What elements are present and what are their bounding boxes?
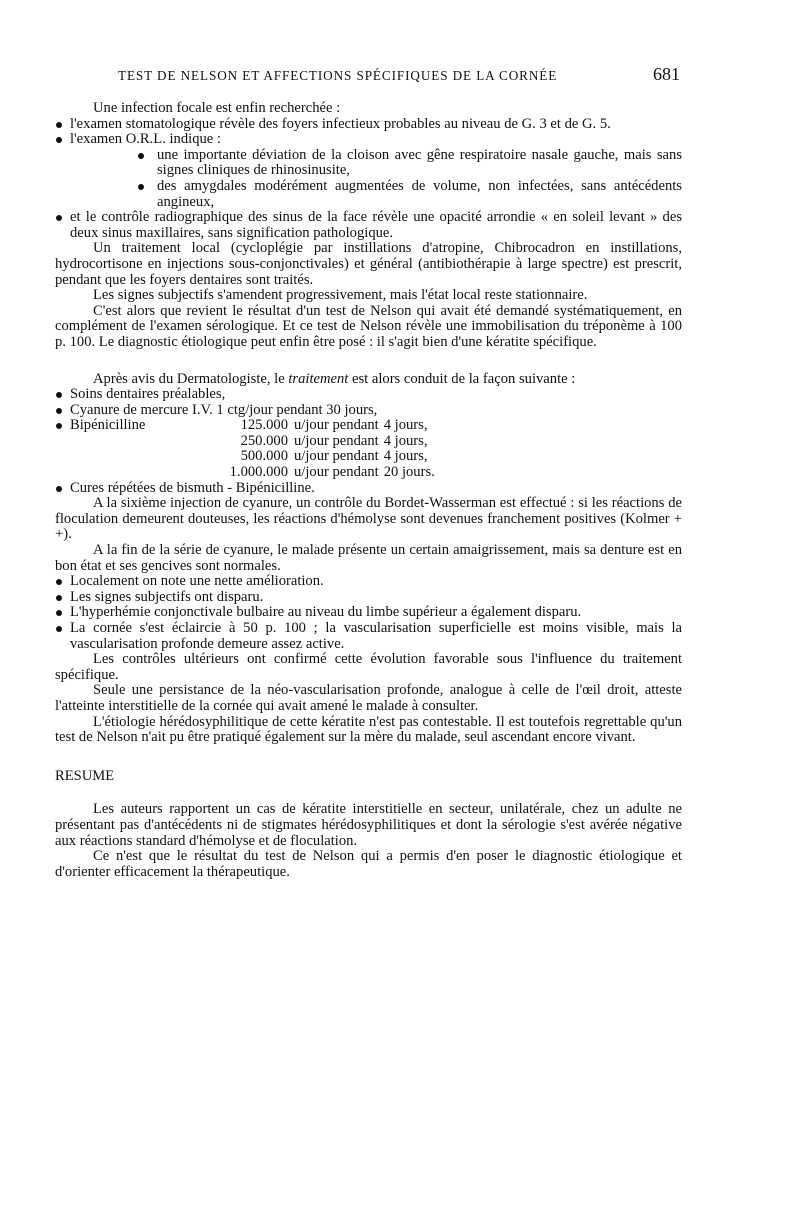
- section-gap: [55, 351, 682, 372]
- bullet-hyperemia: L'hyperhémie conjonctivale bulbaire au niveau du limbe supérieur a également disparu.: [55, 605, 682, 621]
- dose-amount: 250.000: [240, 432, 288, 449]
- paragraph-local-treatment: Un traitement local (cycloplégie par instillations d'atropine, Chibrocadron en instillations, hydrocortisone en injections sous-conjonctivales) et général (antibiothérapie à large spectre) est prescrit, pendant que les foyers dentaires sont traités.: [55, 240, 682, 288]
- dose-unit: u/jour pendant: [294, 464, 379, 481]
- paragraph-persistence: Seule une persistance de la néo-vascularisation profonde, analogue à celle de l'œil droit, atteste l'atteinte interstitielle de la cornée qui avait amené le malade à consulter.: [55, 682, 682, 714]
- bullet-mercury-cyanide: Cyanure de mercure I.V. 1 ctg/jour pendant 30 jours,: [55, 403, 682, 419]
- dose-amount: 125.000: [240, 417, 288, 434]
- article-body: [55, 101, 682, 880]
- treatment-intro-before: Après avis du Dermatologiste, le: [93, 370, 289, 387]
- bullet-cornea: La cornée s'est éclaircie à 50 p. 100 ; la vascularisation superficielle est moins visible, mais la vascularisation profonde demeure assez active.: [55, 621, 682, 652]
- section-gap: [55, 746, 682, 769]
- summary-paragraph-2: Ce n'est que le résultat du test de Nelson qui a permis d'en poser le diagnostic étiologique et d'orienter efficacement la thérapeutique.: [55, 848, 682, 880]
- treatment-intro-emphasis: traitement: [288, 370, 349, 387]
- paragraph-nelson-result: C'est alors que revient le résultat d'un test de Nelson qui avait été demandé systématiquement, en complément de l'examen sérologique. Et ce test de Nelson révèle une immobilisation du tréponème à 100 p. 100. Le diagnostic étiologique peut enfin être posé : il s'agit bien d'une kératite spécifique.: [55, 302, 682, 350]
- dose-row: [55, 434, 682, 450]
- section-gap: [55, 784, 682, 802]
- bullet-orl: l'examen O.R.L. indique :: [55, 132, 682, 148]
- bullet-bismuth-cures: Cures répétées de bismuth - Bipénicilline.: [55, 481, 682, 497]
- subbullet-septum-deviation: une importante déviation de la cloison avec gêne respiratoire nasale gauche, mais sans signes cliniques de rhinosinusite,: [55, 148, 682, 179]
- bullet-local-improvement: Localement on note une nette amélioration.: [55, 574, 682, 590]
- bullet-dental-care: Soins dentaires préalables,: [55, 387, 682, 403]
- dose-unit: u/jour pendant: [294, 432, 379, 449]
- dose-unit: u/jour pendant: [294, 417, 379, 434]
- running-header: [118, 64, 680, 84]
- paragraph-end-of-series: A la fin de la série de cyanure, le malade présente un certain amaigrissement, mais sa denture est en bon état et ses gencives sont normales.: [55, 542, 682, 574]
- dose-duration: 4 jours,: [383, 432, 428, 449]
- bipenicillin-label: Bipénicilline: [70, 417, 146, 434]
- bullet-radiography: et le contrôle radiographique des sinus de la face révèle une opacité arrondie « en soleil levant » des deux sinus maxillaires, sans signification pathologique.: [55, 210, 682, 241]
- page-number: 681: [653, 64, 680, 84]
- running-title: TEST DE NELSON ET AFFECTIONS SPÉCIFIQUES DE LA CORNÉE: [118, 68, 558, 83]
- dose-amount: 500.000: [240, 448, 288, 465]
- dose-row: [55, 418, 682, 434]
- paragraph-etiology: L'étiologie hérédosyphilitique de cette kératite n'est pas contestable. Il est toutefois regrettable qu'un test de Nelson n'ait pu être pratiqué également sur la mère du malade, seul ascendant encore vivant.: [55, 713, 682, 746]
- bullet-subjective-signs: Les signes subjectifs ont disparu.: [55, 590, 682, 606]
- paragraph-sixth-injection: A la sixième injection de cyanure, un contrôle du Bordet-Wasserman est effectué : si les réactions de floculation demeurent douteuses, les réactions d'hémolyse sont devenues franchement positives (Kolmer + +).: [55, 495, 682, 543]
- dose-row: [55, 465, 682, 481]
- dose-unit: u/jour pendant: [294, 448, 379, 465]
- paragraph-later-controls: Les contrôles ultérieurs ont confirmé cette évolution favorable sous l'influence du traitement spécifique.: [55, 651, 682, 683]
- dose-duration: 4 jours,: [383, 448, 428, 465]
- bullet-bipenicillin: [55, 418, 682, 434]
- dose-duration: 4 jours,: [383, 417, 428, 434]
- bullet-stomatology: l'examen stomatologique révèle des foyers infectieux probables au niveau de G. 3 et de G. 5.: [55, 117, 682, 133]
- summary-paragraph-1: Les auteurs rapportent un cas de kératite interstitielle en secteur, unilatérale, chez un adulte ne présentant pas d'antécédents ni de stigmates hérédosyphilitiques et dont la sérologie s'est avérée négative aux réactions standard d'hémolyse et de floculation.: [55, 801, 682, 849]
- subbullet-tonsils: des amygdales modérément augmentées de volume, non infectées, sans antécédents angineux,: [55, 179, 682, 210]
- dose-amount: 1.000.000: [229, 464, 288, 481]
- summary-heading: RESUME: [55, 767, 115, 784]
- paragraph-focal-infection: Une infection focale est enfin recherchée :: [93, 100, 341, 116]
- treatment-intro-after: est alors conduit de la façon suivante :: [348, 370, 576, 387]
- dose-duration: 20 jours.: [383, 464, 435, 481]
- paragraph-subjective-signs: Les signes subjectifs s'amendent progressivement, mais l'état local reste stationnaire.: [93, 287, 588, 304]
- dose-row: [55, 449, 682, 465]
- paragraph-treatment-intro: [55, 372, 682, 388]
